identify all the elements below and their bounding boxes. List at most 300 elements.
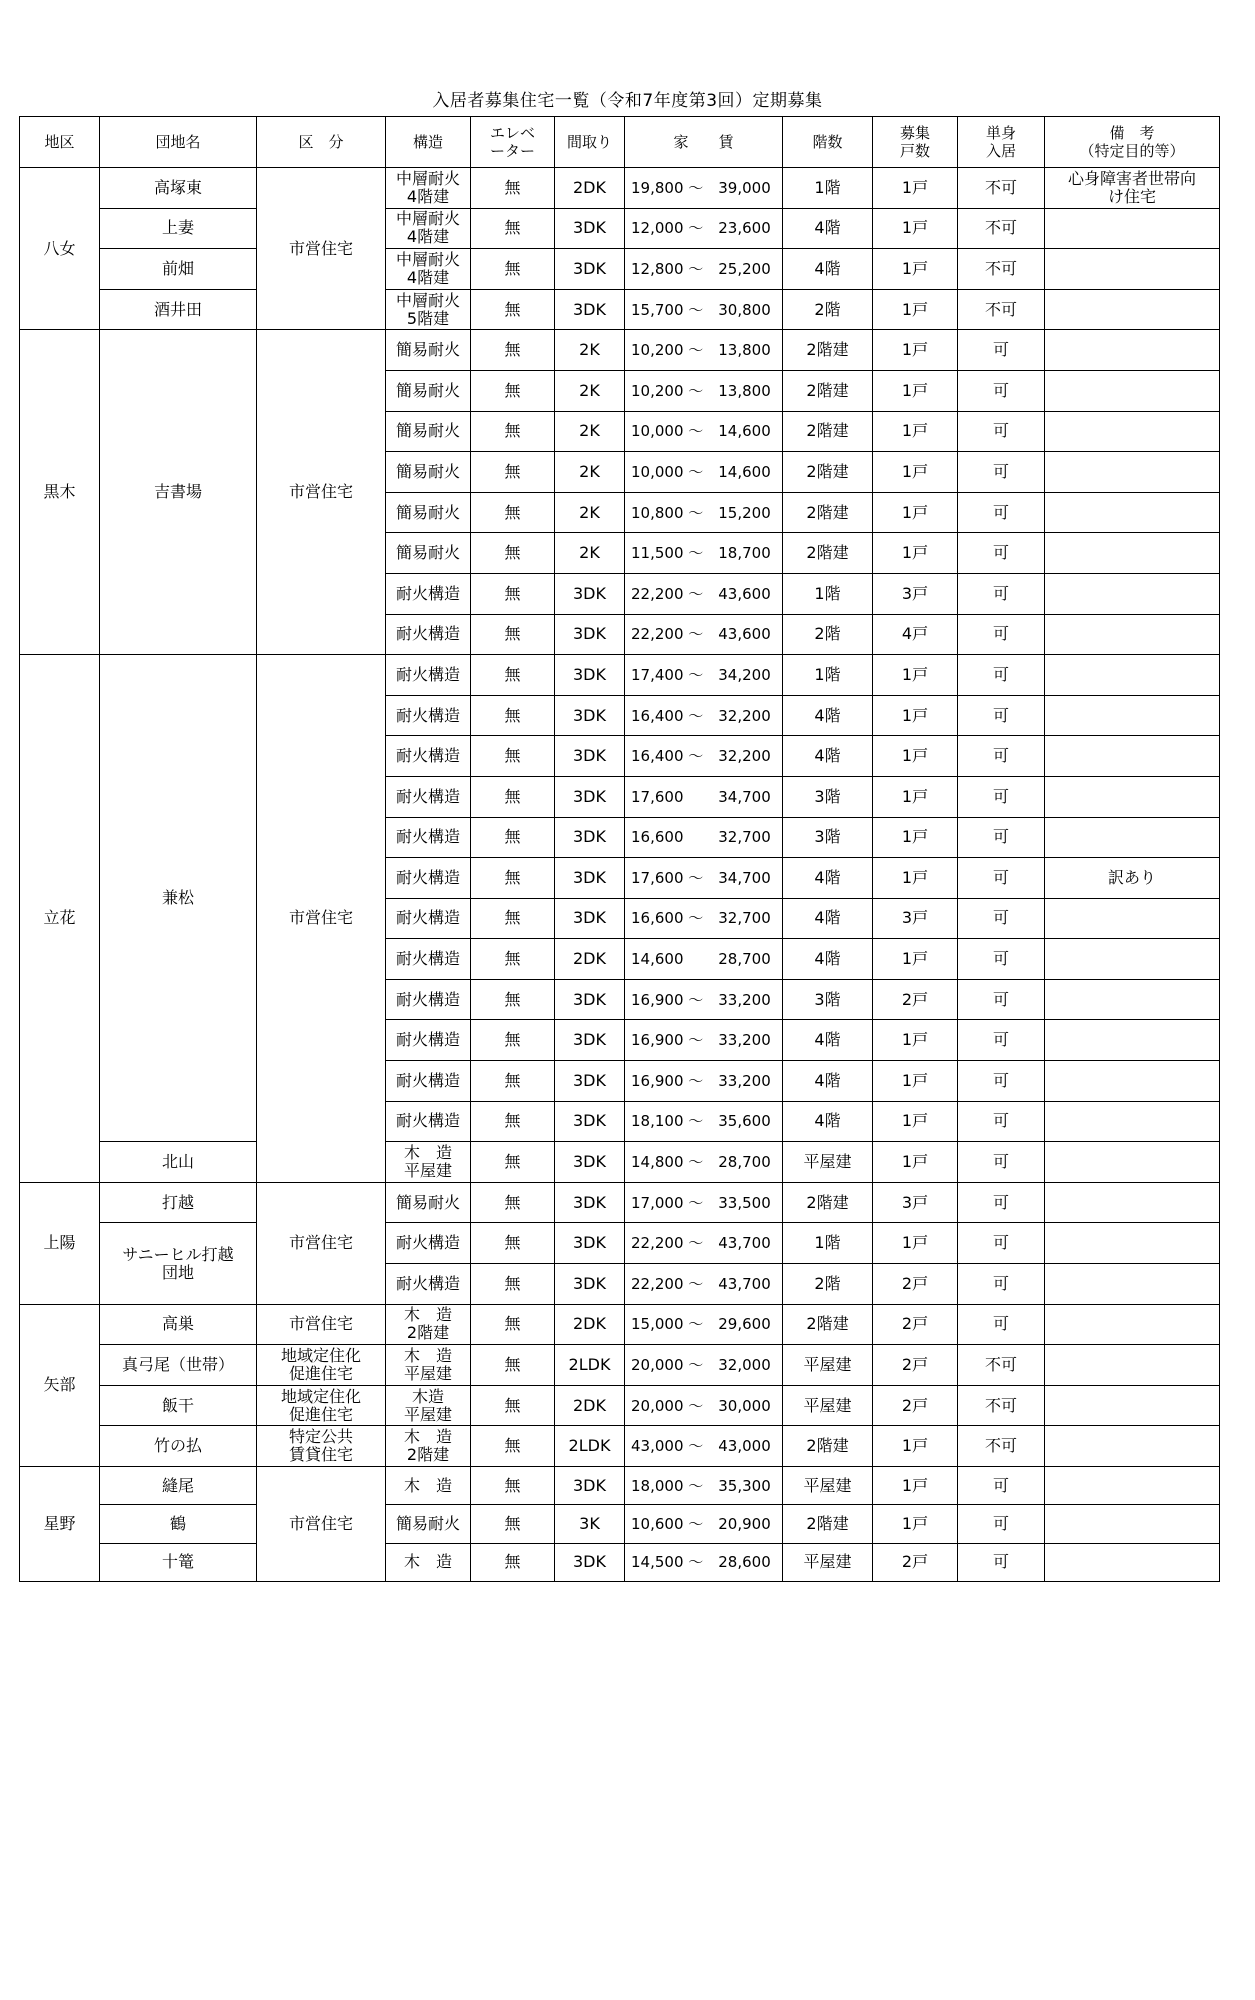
structure-cell: 耐火構造 [386, 817, 471, 858]
remarks-cell [1045, 492, 1220, 533]
elevator-cell: 無 [471, 289, 555, 330]
units-cell: 4戸 [873, 614, 958, 655]
structure-cell: 木 造 2階建 [386, 1426, 471, 1467]
single-cell: 可 [958, 695, 1045, 736]
elevator-cell: 無 [471, 249, 555, 290]
units-cell: 1戸 [873, 736, 958, 777]
single-cell: 不可 [958, 1426, 1045, 1467]
single-cell: 可 [958, 1543, 1045, 1581]
rent-cell: 18,000 ～ 35,300 [625, 1467, 783, 1505]
remarks-cell: 訳あり [1045, 858, 1220, 899]
structure-cell: 木 造 [386, 1543, 471, 1581]
structure-cell: 木造 平屋建 [386, 1385, 471, 1426]
remarks-cell [1045, 1505, 1220, 1543]
header-units: 募集 戸数 [873, 117, 958, 168]
rent-cell: 18,100 ～ 35,600 [625, 1101, 783, 1142]
rent-cell: 10,200 ～ 13,800 [625, 330, 783, 371]
rent-cell: 12,000 ～ 23,600 [625, 208, 783, 249]
units-cell: 1戸 [873, 655, 958, 696]
structure-cell: 耐火構造 [386, 858, 471, 899]
single-cell: 可 [958, 736, 1045, 777]
floor-cell: 2階建 [783, 330, 873, 371]
floor-cell: 4階 [783, 736, 873, 777]
floor-cell: 2階建 [783, 1505, 873, 1543]
structure-cell: 中層耐火 5階建 [386, 289, 471, 330]
floor-cell: 2階 [783, 614, 873, 655]
remarks-cell [1045, 330, 1220, 371]
kubun-cell: 市営住宅 [257, 1467, 386, 1582]
elevator-cell: 無 [471, 939, 555, 980]
single-cell: 不可 [958, 1345, 1045, 1386]
danchi-cell: 飯干 [100, 1385, 257, 1426]
structure-cell: 木 造 平屋建 [386, 1142, 471, 1183]
layout-cell: 2DK [555, 1304, 625, 1345]
structure-cell: 耐火構造 [386, 1061, 471, 1102]
single-cell: 可 [958, 979, 1045, 1020]
units-cell: 1戸 [873, 492, 958, 533]
layout-cell: 2K [555, 492, 625, 533]
table-row [20, 168, 1220, 209]
units-cell: 1戸 [873, 370, 958, 411]
structure-cell: 耐火構造 [386, 1020, 471, 1061]
rent-cell: 20,000 ～ 32,000 [625, 1345, 783, 1386]
single-cell: 可 [958, 573, 1045, 614]
rent-cell: 17,400 ～ 34,200 [625, 655, 783, 696]
structure-cell: 簡易耐火 [386, 330, 471, 371]
single-cell: 可 [958, 776, 1045, 817]
floor-cell: 2階建 [783, 533, 873, 574]
danchi-cell: 真弓尾（世帯） [100, 1345, 257, 1386]
rent-cell: 10,800 ～ 15,200 [625, 492, 783, 533]
structure-cell: 耐火構造 [386, 614, 471, 655]
remarks-cell [1045, 208, 1220, 249]
single-cell: 可 [958, 655, 1045, 696]
header-row [20, 117, 1220, 168]
floor-cell: 平屋建 [783, 1385, 873, 1426]
structure-cell: 中層耐火 4階建 [386, 168, 471, 209]
rent-cell: 16,400 ～ 32,200 [625, 695, 783, 736]
kubun-cell: 市営住宅 [257, 1182, 386, 1304]
rent-cell: 15,000 ～ 29,600 [625, 1304, 783, 1345]
elevator-cell: 無 [471, 858, 555, 899]
units-cell: 1戸 [873, 1061, 958, 1102]
danchi-cell: 縫尾 [100, 1467, 257, 1505]
single-cell: 可 [958, 1061, 1045, 1102]
floor-cell: 1階 [783, 655, 873, 696]
rent-cell: 16,900 ～ 33,200 [625, 1020, 783, 1061]
floor-cell: 4階 [783, 939, 873, 980]
units-cell: 2戸 [873, 1385, 958, 1426]
units-cell: 3戸 [873, 898, 958, 939]
floor-cell: 2階建 [783, 370, 873, 411]
layout-cell: 3DK [555, 695, 625, 736]
elevator-cell: 無 [471, 979, 555, 1020]
table-row [20, 1505, 1220, 1543]
units-cell: 3戸 [873, 1182, 958, 1223]
units-cell: 1戸 [873, 249, 958, 290]
danchi-cell: 竹の払 [100, 1426, 257, 1467]
units-cell: 1戸 [873, 1505, 958, 1543]
elevator-cell: 無 [471, 168, 555, 209]
layout-cell: 2DK [555, 1385, 625, 1426]
elevator-cell: 無 [471, 492, 555, 533]
remarks-cell [1045, 249, 1220, 290]
units-cell: 1戸 [873, 1020, 958, 1061]
elevator-cell: 無 [471, 776, 555, 817]
structure-cell: 木 造 [386, 1467, 471, 1505]
floor-cell: 2階建 [783, 411, 873, 452]
elevator-cell: 無 [471, 1020, 555, 1061]
danchi-cell: 高巣 [100, 1304, 257, 1345]
rent-cell: 16,900 ～ 33,200 [625, 979, 783, 1020]
table-row [20, 1426, 1220, 1467]
rent-cell: 17,600 34,700 [625, 776, 783, 817]
floor-cell: 4階 [783, 249, 873, 290]
layout-cell: 2DK [555, 939, 625, 980]
rent-cell: 17,000 ～ 33,500 [625, 1182, 783, 1223]
table-row [20, 249, 1220, 290]
elevator-cell: 無 [471, 1304, 555, 1345]
single-cell: 不可 [958, 208, 1045, 249]
danchi-cell: 吉書場 [100, 330, 257, 655]
remarks-cell [1045, 573, 1220, 614]
units-cell: 1戸 [873, 1142, 958, 1183]
district-cell: 八女 [20, 168, 100, 330]
rent-cell: 20,000 ～ 30,000 [625, 1385, 783, 1426]
layout-cell: 3DK [555, 1101, 625, 1142]
district-cell: 上陽 [20, 1182, 100, 1304]
remarks-cell [1045, 1182, 1220, 1223]
floor-cell: 4階 [783, 208, 873, 249]
remarks-cell [1045, 1345, 1220, 1386]
single-cell: 不可 [958, 249, 1045, 290]
danchi-cell: 打越 [100, 1182, 257, 1223]
table-row [20, 1304, 1220, 1345]
elevator-cell: 無 [471, 1061, 555, 1102]
layout-cell: 3DK [555, 573, 625, 614]
table-row [20, 1345, 1220, 1386]
structure-cell: 中層耐火 4階建 [386, 208, 471, 249]
units-cell: 1戸 [873, 289, 958, 330]
remarks-cell [1045, 736, 1220, 777]
single-cell: 可 [958, 858, 1045, 899]
single-cell: 可 [958, 1264, 1045, 1305]
layout-cell: 2K [555, 452, 625, 493]
header-structure: 構造 [386, 117, 471, 168]
table-row [20, 655, 1220, 696]
header-layout: 間取り [555, 117, 625, 168]
danchi-cell: 北山 [100, 1142, 257, 1183]
floor-cell: 平屋建 [783, 1467, 873, 1505]
rent-cell: 14,800 ～ 28,700 [625, 1142, 783, 1183]
units-cell: 1戸 [873, 695, 958, 736]
structure-cell: 耐火構造 [386, 736, 471, 777]
rent-cell: 19,800 ～ 39,000 [625, 168, 783, 209]
rent-cell: 10,000 ～ 14,600 [625, 411, 783, 452]
single-cell: 可 [958, 370, 1045, 411]
kubun-cell: 地域定住化 促進住宅 [257, 1385, 386, 1426]
units-cell: 2戸 [873, 1345, 958, 1386]
remarks-cell [1045, 817, 1220, 858]
elevator-cell: 無 [471, 1223, 555, 1264]
table-row [20, 1142, 1220, 1183]
structure-cell: 簡易耐火 [386, 370, 471, 411]
table-row [20, 1467, 1220, 1505]
single-cell: 可 [958, 1182, 1045, 1223]
single-cell: 可 [958, 411, 1045, 452]
structure-cell: 耐火構造 [386, 979, 471, 1020]
danchi-cell: 兼松 [100, 655, 257, 1142]
floor-cell: 2階 [783, 1264, 873, 1305]
structure-cell: 中層耐火 4階建 [386, 249, 471, 290]
danchi-cell: 十篭 [100, 1543, 257, 1581]
units-cell: 1戸 [873, 858, 958, 899]
structure-cell: 耐火構造 [386, 1223, 471, 1264]
units-cell: 1戸 [873, 208, 958, 249]
table-row [20, 1543, 1220, 1581]
remarks-cell [1045, 452, 1220, 493]
district-cell: 星野 [20, 1467, 100, 1582]
single-cell: 不可 [958, 168, 1045, 209]
elevator-cell: 無 [471, 1385, 555, 1426]
remarks-cell [1045, 939, 1220, 980]
elevator-cell: 無 [471, 614, 555, 655]
remarks-cell [1045, 1467, 1220, 1505]
floor-cell: 2階建 [783, 492, 873, 533]
remarks-cell: 心身障害者世帯向 け住宅 [1045, 168, 1220, 209]
single-cell: 不可 [958, 289, 1045, 330]
units-cell: 1戸 [873, 168, 958, 209]
rent-cell: 10,600 ～ 20,900 [625, 1505, 783, 1543]
rent-cell: 14,500 ～ 28,600 [625, 1543, 783, 1581]
units-cell: 2戸 [873, 1264, 958, 1305]
units-cell: 1戸 [873, 817, 958, 858]
structure-cell: 耐火構造 [386, 1101, 471, 1142]
layout-cell: 3DK [555, 1467, 625, 1505]
units-cell: 1戸 [873, 533, 958, 574]
table-row [20, 1385, 1220, 1426]
structure-cell: 簡易耐火 [386, 411, 471, 452]
floor-cell: 4階 [783, 898, 873, 939]
units-cell: 1戸 [873, 939, 958, 980]
layout-cell: 3DK [555, 776, 625, 817]
single-cell: 可 [958, 1142, 1045, 1183]
floor-cell: 4階 [783, 858, 873, 899]
elevator-cell: 無 [471, 1142, 555, 1183]
layout-cell: 3DK [555, 858, 625, 899]
single-cell: 可 [958, 817, 1045, 858]
rent-cell: 10,200 ～ 13,800 [625, 370, 783, 411]
structure-cell: 耐火構造 [386, 573, 471, 614]
layout-cell: 2K [555, 411, 625, 452]
layout-cell: 2LDK [555, 1426, 625, 1467]
remarks-cell [1045, 776, 1220, 817]
layout-cell: 2LDK [555, 1345, 625, 1386]
single-cell: 可 [958, 939, 1045, 980]
kubun-cell: 市営住宅 [257, 168, 386, 330]
elevator-cell: 無 [471, 1101, 555, 1142]
rent-cell: 22,200 ～ 43,600 [625, 614, 783, 655]
rent-cell: 16,900 ～ 33,200 [625, 1061, 783, 1102]
kubun-cell: 市営住宅 [257, 330, 386, 655]
elevator-cell: 無 [471, 817, 555, 858]
single-cell: 可 [958, 452, 1045, 493]
remarks-cell [1045, 1304, 1220, 1345]
remarks-cell [1045, 695, 1220, 736]
structure-cell: 木 造 2階建 [386, 1304, 471, 1345]
units-cell: 2戸 [873, 979, 958, 1020]
remarks-cell [1045, 655, 1220, 696]
table-row [20, 289, 1220, 330]
floor-cell: 4階 [783, 695, 873, 736]
units-cell: 2戸 [873, 1543, 958, 1581]
remarks-cell [1045, 533, 1220, 574]
table-row [20, 1223, 1220, 1264]
elevator-cell: 無 [471, 533, 555, 574]
layout-cell: 3DK [555, 736, 625, 777]
elevator-cell: 無 [471, 573, 555, 614]
structure-cell: 簡易耐火 [386, 452, 471, 493]
elevator-cell: 無 [471, 1264, 555, 1305]
elevator-cell: 無 [471, 695, 555, 736]
layout-cell: 3DK [555, 1142, 625, 1183]
table-row [20, 208, 1220, 249]
elevator-cell: 無 [471, 208, 555, 249]
structure-cell: 耐火構造 [386, 898, 471, 939]
elevator-cell: 無 [471, 1426, 555, 1467]
elevator-cell: 無 [471, 411, 555, 452]
layout-cell: 3DK [555, 249, 625, 290]
danchi-cell: サニーヒル打越 団地 [100, 1223, 257, 1304]
elevator-cell: 無 [471, 370, 555, 411]
elevator-cell: 無 [471, 1467, 555, 1505]
page-title: 入居者募集住宅一覧（令和7年度第3回）定期募集 [432, 91, 823, 111]
floor-cell: 2階 [783, 289, 873, 330]
structure-cell: 耐火構造 [386, 939, 471, 980]
kubun-cell: 地域定住化 促進住宅 [257, 1345, 386, 1386]
elevator-cell: 無 [471, 898, 555, 939]
district-cell: 黒木 [20, 330, 100, 655]
layout-cell: 2K [555, 370, 625, 411]
remarks-cell [1045, 289, 1220, 330]
layout-cell: 3DK [555, 898, 625, 939]
structure-cell: 耐火構造 [386, 1264, 471, 1305]
remarks-cell [1045, 1020, 1220, 1061]
units-cell: 1戸 [873, 1426, 958, 1467]
kubun-cell: 市営住宅 [257, 655, 386, 1183]
elevator-cell: 無 [471, 736, 555, 777]
layout-cell: 3DK [555, 655, 625, 696]
danchi-cell: 酒井田 [100, 289, 257, 330]
floor-cell: 4階 [783, 1061, 873, 1102]
structure-cell: 簡易耐火 [386, 492, 471, 533]
remarks-cell [1045, 370, 1220, 411]
floor-cell: 4階 [783, 1020, 873, 1061]
floor-cell: 平屋建 [783, 1345, 873, 1386]
single-cell: 不可 [958, 1385, 1045, 1426]
header-elevator: エレベ ーター [471, 117, 555, 168]
remarks-cell [1045, 979, 1220, 1020]
rent-cell: 22,200 ～ 43,700 [625, 1264, 783, 1305]
floor-cell: 3階 [783, 817, 873, 858]
remarks-cell [1045, 1223, 1220, 1264]
kubun-cell: 市営住宅 [257, 1304, 386, 1345]
floor-cell: 3階 [783, 979, 873, 1020]
layout-cell: 3K [555, 1505, 625, 1543]
rent-cell: 14,600 28,700 [625, 939, 783, 980]
rent-cell: 22,200 ～ 43,600 [625, 573, 783, 614]
elevator-cell: 無 [471, 1543, 555, 1581]
structure-cell: 木 造 平屋建 [386, 1345, 471, 1386]
rent-cell: 43,000 ～ 43,000 [625, 1426, 783, 1467]
floor-cell: 2階建 [783, 1304, 873, 1345]
danchi-cell: 鶴 [100, 1505, 257, 1543]
rent-cell: 11,500 ～ 18,700 [625, 533, 783, 574]
header-rent: 家 賃 [625, 117, 783, 168]
danchi-cell: 高塚東 [100, 168, 257, 209]
units-cell: 3戸 [873, 573, 958, 614]
single-cell: 可 [958, 1304, 1045, 1345]
rent-cell: 16,600 32,700 [625, 817, 783, 858]
layout-cell: 3DK [555, 1020, 625, 1061]
housing-table [19, 116, 1220, 1582]
remarks-cell [1045, 1061, 1220, 1102]
floor-cell: 平屋建 [783, 1543, 873, 1581]
single-cell: 可 [958, 1101, 1045, 1142]
remarks-cell [1045, 411, 1220, 452]
single-cell: 可 [958, 1467, 1045, 1505]
layout-cell: 3DK [555, 1182, 625, 1223]
units-cell: 2戸 [873, 1304, 958, 1345]
single-cell: 可 [958, 614, 1045, 655]
layout-cell: 3DK [555, 1223, 625, 1264]
rent-cell: 17,600 ～ 34,700 [625, 858, 783, 899]
remarks-cell [1045, 1101, 1220, 1142]
header-floor: 階数 [783, 117, 873, 168]
layout-cell: 3DK [555, 208, 625, 249]
layout-cell: 3DK [555, 817, 625, 858]
structure-cell: 簡易耐火 [386, 1505, 471, 1543]
rent-cell: 15,700 ～ 30,800 [625, 289, 783, 330]
table-row [20, 1182, 1220, 1223]
header-kubun: 区 分 [257, 117, 386, 168]
rent-cell: 16,600 ～ 32,700 [625, 898, 783, 939]
single-cell: 可 [958, 1223, 1045, 1264]
layout-cell: 3DK [555, 614, 625, 655]
units-cell: 1戸 [873, 452, 958, 493]
single-cell: 可 [958, 533, 1045, 574]
remarks-cell [1045, 1426, 1220, 1467]
rent-cell: 12,800 ～ 25,200 [625, 249, 783, 290]
floor-cell: 2階建 [783, 1182, 873, 1223]
rent-cell: 22,200 ～ 43,700 [625, 1223, 783, 1264]
rent-cell: 10,000 ～ 14,600 [625, 452, 783, 493]
header-remarks: 備 考 （特定目的等） [1045, 117, 1220, 168]
header-single: 単身 入居 [958, 117, 1045, 168]
remarks-cell [1045, 1264, 1220, 1305]
district-cell: 矢部 [20, 1304, 100, 1466]
structure-cell: 耐火構造 [386, 655, 471, 696]
layout-cell: 3DK [555, 979, 625, 1020]
remarks-cell [1045, 1385, 1220, 1426]
elevator-cell: 無 [471, 1505, 555, 1543]
rent-cell: 16,400 ～ 32,200 [625, 736, 783, 777]
units-cell: 1戸 [873, 776, 958, 817]
units-cell: 1戸 [873, 1223, 958, 1264]
kubun-cell: 特定公共 賃貸住宅 [257, 1426, 386, 1467]
elevator-cell: 無 [471, 1345, 555, 1386]
elevator-cell: 無 [471, 330, 555, 371]
